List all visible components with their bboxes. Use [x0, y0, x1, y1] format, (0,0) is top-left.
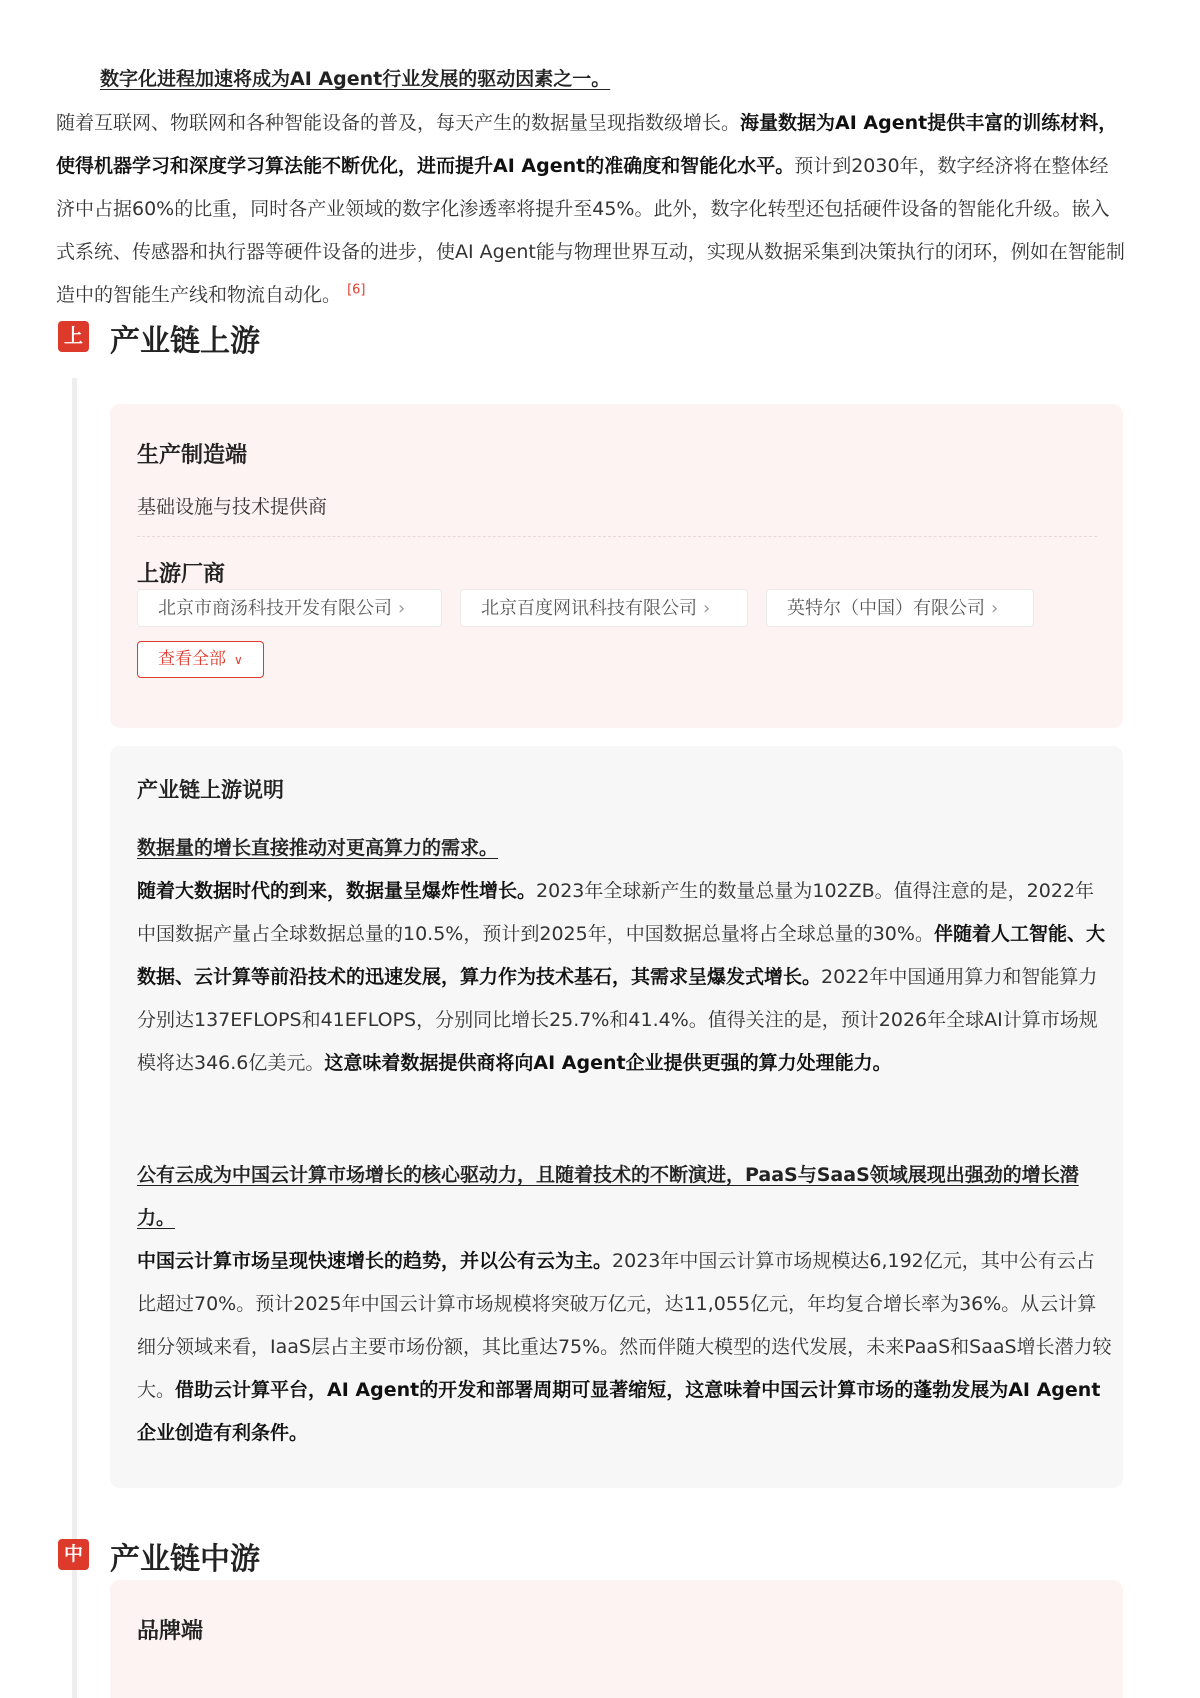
vendor-chip-label: 北京市商汤科技开发有限公司 — [158, 598, 392, 619]
body-text: 2022年中国通用算力和智能算力分别达137EFLOPS和41EFLOPS，分别同比增长25.7%和41.4%。值得关注的是，预计2026年全球AI计算市场规模将达346.6亿美元。 — [137, 966, 1098, 1074]
view-all-button[interactable] — [137, 641, 264, 678]
bold-text: 这意味着数据提供商将向AI Agent企业提供更强的算力处理能力。 — [324, 1052, 892, 1074]
vendor-chip[interactable] — [460, 589, 748, 627]
midstream-title: 产业链中游 — [110, 1542, 260, 1577]
bold-text: 借助云计算平台，AI Agent的开发和部署周期可显著缩短，这意味着中国云计算市场的蓬勃发展为AI Agent企业创造有利条件。 — [137, 1379, 1101, 1444]
body-text: 2023年中国云计算市场规模达6,192亿元，其中公有云占比超过70%。预计2025年中国云计算市场规模将突破万亿元，达11,055亿元，年均复合增长率为36%。从云计算细分领域来看，IaaS层占主要市场份额，其比重达75%。然而伴随大模型的迭代发展，未来PaaS和SaaS增长潜力较大。 — [137, 1250, 1112, 1401]
chevron-right-icon: › — [703, 598, 711, 619]
intro-text-rest: 预计到2030年，数字经济将在整体经济中占据60%的比重，同时各产业领域的数字化渗透率将提升至45%。此外，数字化转型还包括硬件设备的智能化升级。嵌入式系统、传感器和执行器等硬件设备的进步，使AI Agent能与物理世界互动，实现从数据采集到决策执行的闭环，例如在智能制造中的智能生产线和物流自动化。 — [56, 155, 1125, 306]
intro-bold-text: 海量数据为AI Agent提供丰富的训练材料，使得机器学习和深度学习算法能不断优化，进而提升AI Agent的准确度和智能化水平。 — [56, 112, 1118, 177]
notes-block-body — [137, 1240, 1112, 1455]
chevron-right-icon: › — [991, 598, 999, 619]
view-all-label: 查看全部 — [158, 649, 226, 669]
notes-block-title: 数据量的增长直接推动对更高算力的需求。 — [137, 837, 499, 859]
bold-text: 随着大数据时代的到来，数据量呈爆炸性增长。 — [137, 880, 537, 902]
vendors-heading: 上游厂商 — [137, 562, 226, 587]
manufacturing-heading: 生产制造端 — [137, 443, 248, 468]
vendor-chip-label: 北京百度网讯科技有限公司 — [481, 598, 697, 619]
vendor-chip[interactable] — [137, 589, 442, 627]
chevron-right-icon: › — [398, 598, 406, 619]
citation-link[interactable]: [6] — [347, 282, 366, 298]
midstream-badge: 中 — [58, 1539, 89, 1570]
body-text: 2023年全球新产生的数量总量为102ZB。值得注意的是，2022年中国数据产量占全球数据总量的10.5%，预计到2025年，中国数据总量将占全球总量的30%。 — [137, 880, 1095, 945]
intro-paragraph — [56, 102, 1126, 317]
intro-text: 随着互联网、物联网和各种智能设备的普及，每天产生的数据量呈现指数级增长。 — [56, 112, 741, 134]
vendor-chip[interactable] — [766, 589, 1034, 627]
brand-heading: 品牌端 — [137, 1619, 204, 1644]
bold-text: 伴随着人工智能、大数据、云计算等前沿技术的迅速发展，算力作为技术基石，其需求呈爆发式增长。 — [137, 923, 1105, 988]
chevron-down-icon: ∨ — [234, 653, 243, 667]
bold-text: 中国云计算市场呈现快速增长的趋势，并以公有云为主。 — [137, 1250, 613, 1272]
notes-block-body — [137, 870, 1112, 1085]
upstream-badge: 上 — [58, 321, 89, 352]
vendor-chip-label: 英特尔（中国）有限公司 — [787, 598, 985, 619]
upstream-manufacturing-card — [110, 404, 1123, 728]
notes-heading: 产业链上游说明 — [137, 778, 284, 802]
upstream-notes-card — [110, 746, 1123, 1488]
intro-heading: 数字化进程加速将成为AI Agent行业发展的驱动因素之一。 — [100, 68, 611, 90]
card-divider — [137, 536, 1097, 537]
notes-block-title: 公有云成为中国云计算市场增长的核心驱动力，且随着技术的不断演进，PaaS与SaaS领域展现出强劲的增长潜力。 — [137, 1164, 1079, 1229]
manufacturing-subheading: 基础设施与技术提供商 — [137, 496, 328, 518]
upstream-title: 产业链上游 — [110, 324, 260, 359]
midstream-brand-card — [110, 1580, 1123, 1698]
timeline-line — [72, 378, 77, 1698]
